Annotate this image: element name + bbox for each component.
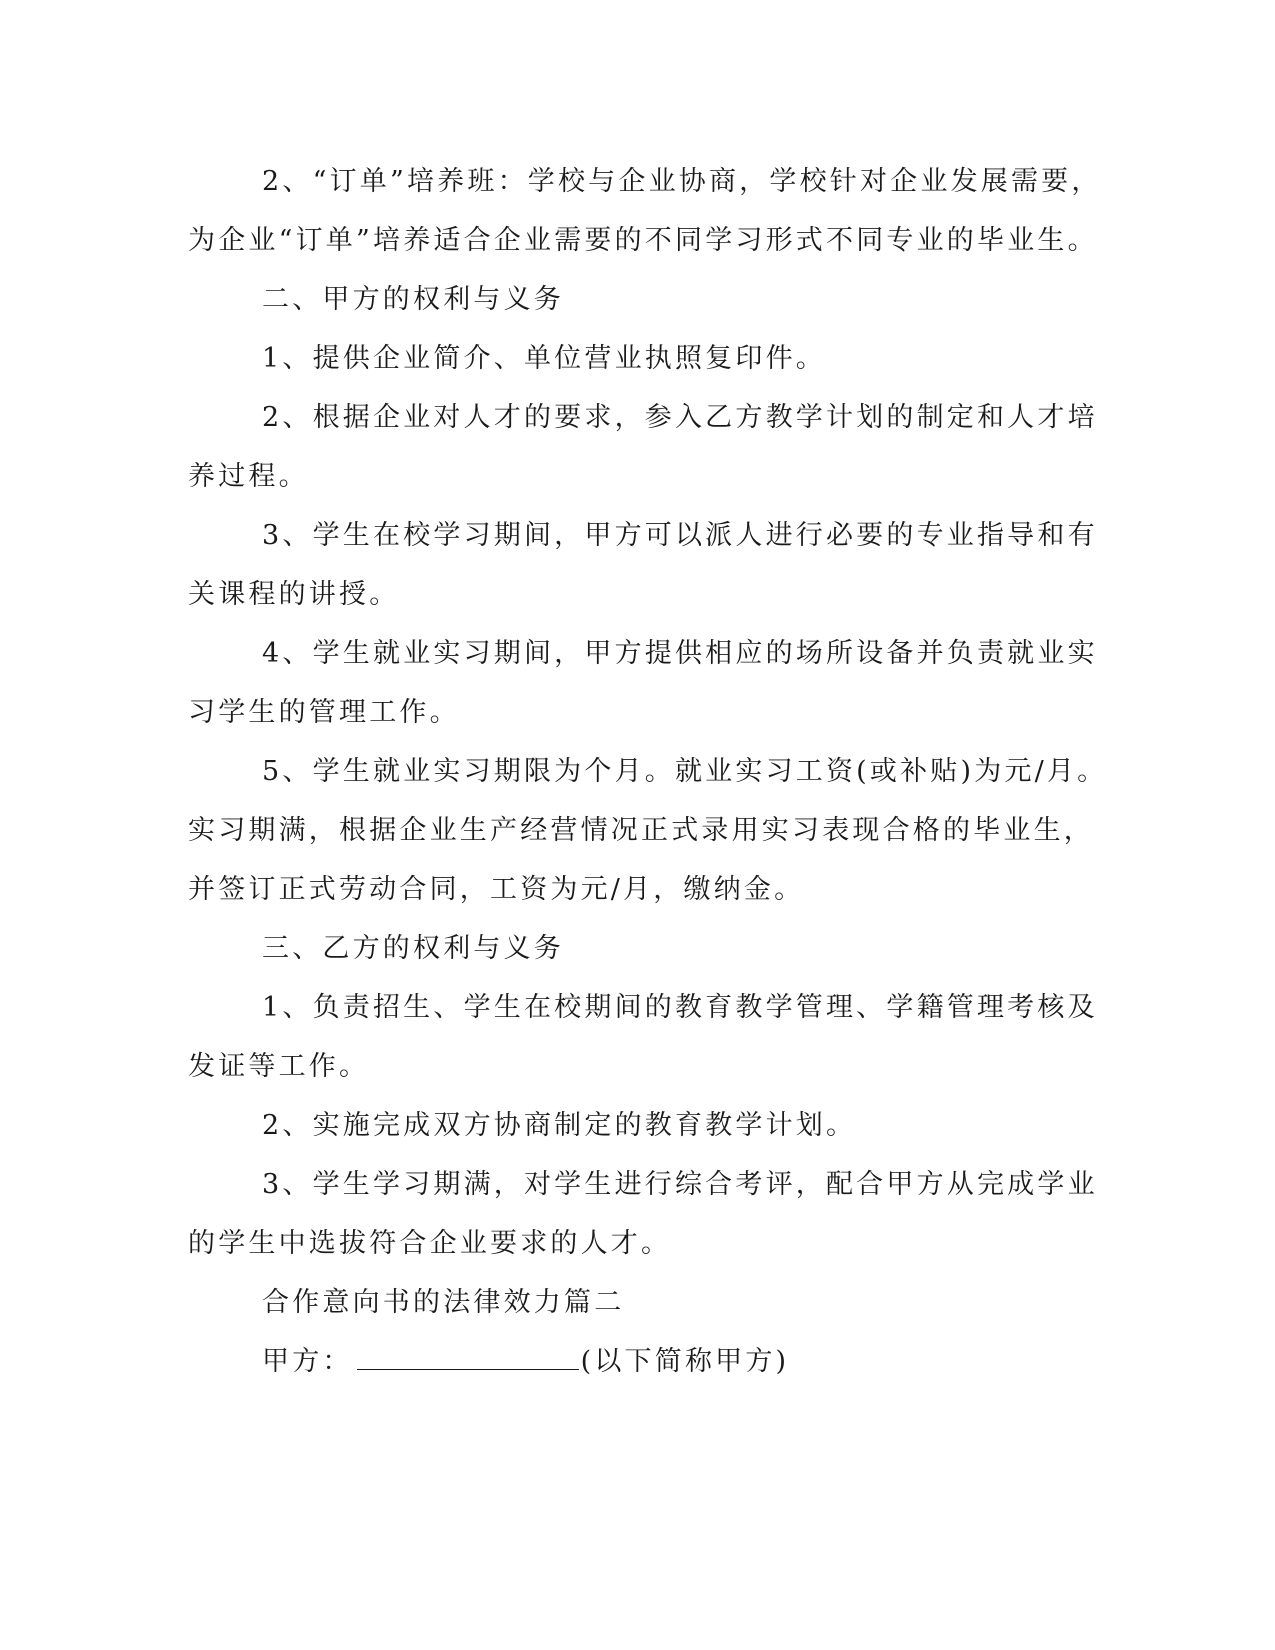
party-a-line xyxy=(262,1345,1068,1379)
paragraph-line: 为企业“订单”培养适合企业需要的不同学习形式不同专业的毕业生。 xyxy=(188,225,1098,256)
paragraph-line: 2、“订单”培养班：学校与企业协商，学校针对企业发展需要， xyxy=(262,166,1102,197)
party-a-blank xyxy=(357,1345,579,1370)
paragraph-line: 2、根据企业对人才的要求，参入乙方教学计划的制定和人才培 xyxy=(262,402,1098,433)
paragraph-line: 实习期满，根据企业生产经营情况正式录用实习表现合格的毕业生， xyxy=(188,815,1094,846)
paragraph-line: 关课程的讲授。 xyxy=(188,579,400,610)
paragraph-line: 4、学生就业实习期间，甲方提供相应的场所设备并负责就业实 xyxy=(262,638,1098,669)
paragraph-line: 并签订正式劳动合同，工资为元/月，缴纳金。 xyxy=(188,874,805,905)
paragraph-line: 的学生中选拔符合企业要求的人才。 xyxy=(188,1228,672,1259)
paragraph-line: 3、学生学习期满，对学生进行综合考评，配合甲方从完成学业 xyxy=(262,1169,1098,1200)
party-a-label: 甲方： xyxy=(262,1346,353,1377)
paragraph-line: 习学生的管理工作。 xyxy=(188,697,460,728)
paragraph-line: 养过程。 xyxy=(188,461,309,492)
party-a-suffix: (以下简称甲方) xyxy=(580,1346,790,1377)
paragraph-line: 1、提供企业简介、单位营业执照复印件。 xyxy=(262,343,826,374)
paragraph-line: 2、实施完成双方协商制定的教育教学计划。 xyxy=(262,1110,857,1141)
section-heading: 二、甲方的权利与义务 xyxy=(262,284,564,315)
section-heading: 三、乙方的权利与义务 xyxy=(262,933,564,964)
paragraph-line: 5、学生就业实习期限为个月。就业实习工资(或补贴)为元/月。 xyxy=(262,756,1108,787)
paragraph-line: 1、负责招生、学生在校期间的教育教学管理、学籍管理考核及 xyxy=(262,992,1098,1023)
section-title: 合作意向书的法律效力篇二 xyxy=(262,1287,625,1318)
paragraph-line: 发证等工作。 xyxy=(188,1051,370,1082)
paragraph-line: 3、学生在校学习期间，甲方可以派人进行必要的专业指导和有 xyxy=(262,520,1098,551)
